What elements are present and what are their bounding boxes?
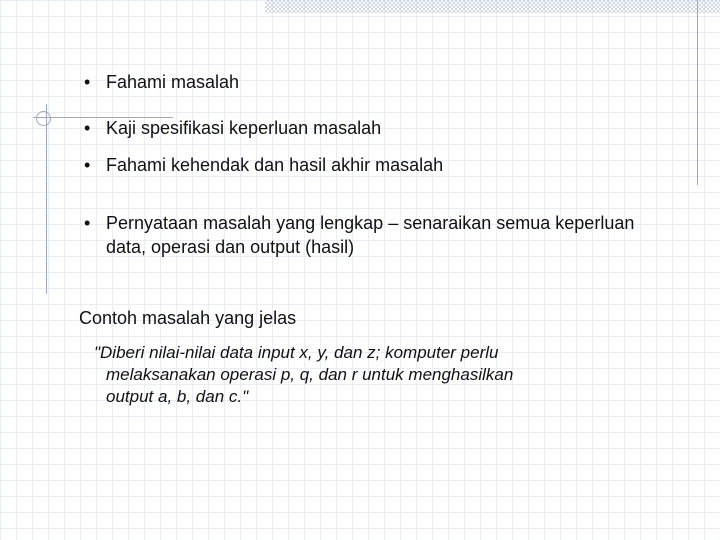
decorative-circle: [36, 111, 51, 126]
decorative-left-vertical-line: [46, 104, 47, 294]
bullet-text: Fahami kehendak dan hasil akhir masalah: [106, 155, 444, 175]
quote-line: "Diberi nilai-nilai data input x, y, dan z; komputer perlu: [94, 343, 499, 362]
bullet-icon: •: [84, 72, 91, 92]
bullet-icon: •: [84, 155, 91, 175]
example-heading: Contoh masalah yang jelas: [79, 308, 297, 328]
example-quote: [94, 342, 654, 408]
decorative-right-line: [697, 0, 698, 185]
bullet-text: Fahami masalah: [106, 72, 240, 92]
bullet-icon: •: [84, 213, 91, 233]
bullet-icon: •: [84, 118, 91, 138]
bullet-text: Pernyataan masalah yang lengkap – senaraikan semua keperluan data, operasi dan output (hasil): [106, 213, 635, 257]
quote-line: output a, b, dan c.": [106, 387, 249, 406]
quote-line: melaksanakan operasi p, q, dan r untuk menghasilkan: [106, 365, 514, 384]
decorative-top-band: [265, 0, 720, 13]
bullet-text: Kaji spesifikasi keperluan masalah: [106, 118, 382, 138]
